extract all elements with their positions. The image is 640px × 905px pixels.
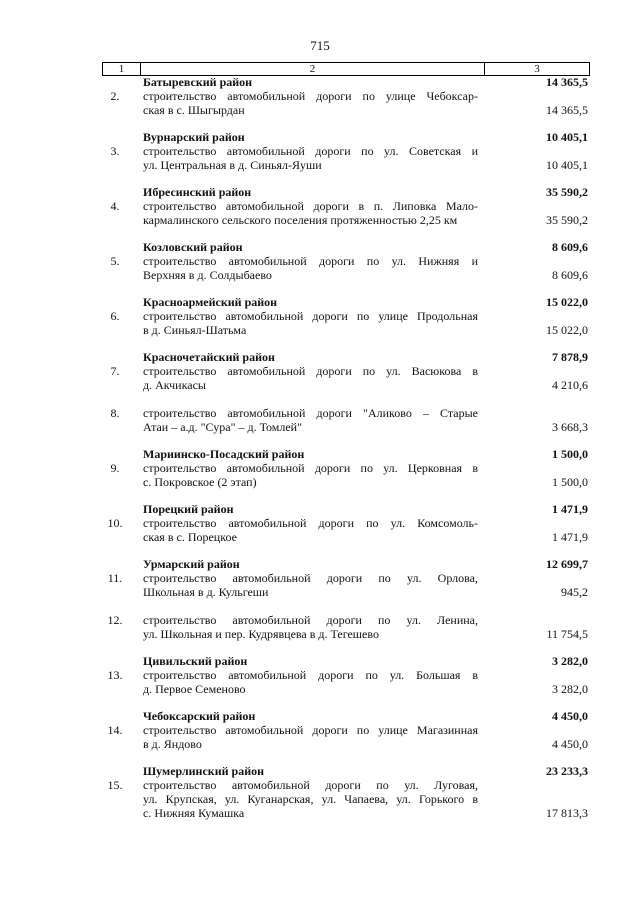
district-entry: [0, 130, 640, 172]
item-line: [0, 571, 640, 585]
item-amount: 3 282,0: [552, 682, 588, 696]
district-total: 23 233,3: [546, 764, 588, 778]
item-amount: 14 365,5: [546, 103, 588, 117]
item-amount: 8 609,6: [552, 268, 588, 282]
item-number: 14.: [107, 723, 123, 737]
item-line: [0, 89, 640, 103]
item-amount: 15 022,0: [546, 323, 588, 337]
item-number: 8.: [110, 406, 120, 420]
district-list: [0, 75, 640, 833]
item-line: [0, 378, 640, 392]
item-number: 3.: [110, 144, 120, 158]
item-description-line: Атаи – а.д. "Сура" – д. Томлей": [143, 420, 302, 434]
district-total: 3 282,0: [552, 654, 588, 668]
column-header-1: 1: [103, 63, 141, 76]
item-description-line: строительство автомобильной дороги по ул. Орлова,: [143, 571, 478, 585]
district-name: Чебоксарский район: [143, 709, 256, 723]
district-name: Ибресинский район: [143, 185, 252, 199]
district-entry: [0, 654, 640, 696]
item-number: 13.: [107, 668, 123, 682]
district-total: 1 500,0: [552, 447, 588, 461]
district-entry: [0, 764, 640, 820]
item-number: 4.: [110, 199, 120, 213]
item-line: [0, 737, 640, 751]
item-line: [0, 627, 640, 641]
page-number: 715: [310, 38, 330, 53]
item-number: 15.: [107, 778, 123, 792]
district-name: Красночетайский район: [143, 350, 275, 364]
district-name: Цивильский район: [143, 654, 248, 668]
item-description-line: строительство автомобильной дороги по ул. Васюкова в: [143, 364, 478, 378]
item-amount: 11 754,5: [546, 627, 588, 641]
district-total: 35 590,2: [546, 185, 588, 199]
district-name: Шумерлинский район: [143, 764, 265, 778]
item-description-line: ул. Крупская, ул. Куганарская, ул. Чапаева, ул. Горького в: [143, 792, 478, 806]
item-number: 2.: [110, 89, 120, 103]
item-description-line: в д. Синьял-Шатьма: [143, 323, 247, 337]
item-line: [0, 668, 640, 682]
district-entry: [0, 447, 640, 489]
district-header-row: [0, 350, 640, 364]
item-line: [0, 585, 640, 599]
item-description-line: ул. Центральная в д. Синьял-Яуши: [143, 158, 322, 172]
district-total: 1 471,9: [552, 502, 588, 516]
district-entry: [0, 185, 640, 227]
item-line: [0, 213, 640, 227]
district-header-row: [0, 557, 640, 571]
item-line: [0, 254, 640, 268]
item-description-line: д. Первое Семеново: [143, 682, 246, 696]
item-description-line: ская в с. Шыгырдан: [143, 103, 245, 117]
item-description-line: строительство автомобильной дороги "Аликово – Старые: [143, 406, 478, 420]
item-line: [0, 364, 640, 378]
item-line: [0, 723, 640, 737]
district-total: 4 450,0: [552, 709, 588, 723]
item-description-line: строительство автомобильной дороги по ул. Церковная в: [143, 461, 478, 475]
district-total: 15 022,0: [546, 295, 588, 309]
district-entry: [0, 557, 640, 641]
item-line: [0, 682, 640, 696]
column-header-table: [102, 62, 590, 76]
district-entry: [0, 240, 640, 282]
item-description-line: кармалинского сельского поселения протяженностью 2,25 км: [143, 213, 458, 227]
item-number: 11.: [107, 571, 123, 585]
item-line: [0, 516, 640, 530]
district-total: 8 609,6: [552, 240, 588, 254]
item-line: [0, 420, 640, 434]
district-total: 7 878,9: [552, 350, 588, 364]
item-line: [0, 613, 640, 627]
item-description-line: строительство автомобильной дороги по ул. Советская и: [143, 144, 478, 158]
item-line: [0, 199, 640, 213]
item-description-line: с. Покровское (2 этап): [143, 475, 257, 489]
district-name: Батыревский район: [143, 75, 253, 89]
item-line: [0, 268, 640, 282]
item-number: 12.: [107, 613, 123, 627]
item-number: 5.: [110, 254, 120, 268]
district-total: 10 405,1: [546, 130, 588, 144]
district-header-row: [0, 502, 640, 516]
item-line: [0, 144, 640, 158]
item-description-line: строительство автомобильной дороги по улице Магазинная: [143, 723, 478, 737]
district-header-row: [0, 240, 640, 254]
item-line: [0, 406, 640, 420]
item-line: [0, 309, 640, 323]
district-total: 12 699,7: [546, 557, 588, 571]
item-line: [0, 103, 640, 117]
item-description-line: строительство автомобильной дороги по ул. Комсомоль-: [143, 516, 478, 530]
item-spacer: [0, 599, 640, 613]
item-description-line: Школьная в д. Кульгеши: [143, 585, 269, 599]
district-header-row: [0, 130, 640, 144]
item-description-line: ул. Школьная и пер. Кудрявцева в д. Тегешево: [143, 627, 379, 641]
item-description-line: в д. Яндово: [143, 737, 202, 751]
item-spacer: [0, 392, 640, 406]
item-description-line: Верхняя в д. Солдыбаево: [143, 268, 272, 282]
item-amount: 1 500,0: [552, 475, 588, 489]
district-header-row: [0, 295, 640, 309]
district-header-row: [0, 764, 640, 778]
item-line: [0, 158, 640, 172]
item-description-line: строительство автомобильной дороги по ул. Луговая,: [143, 778, 478, 792]
item-number: 9.: [110, 461, 120, 475]
item-amount: 17 813,3: [546, 806, 588, 820]
district-name: Красноармейский район: [143, 295, 278, 309]
item-description-line: строительство автомобильной дороги по ул. Ленина,: [143, 613, 478, 627]
column-header-3: 3: [485, 63, 590, 76]
district-entry: [0, 502, 640, 544]
district-header-row: [0, 654, 640, 668]
district-header-row: [0, 447, 640, 461]
district-name: Порецкий район: [143, 502, 234, 516]
item-amount: 945,2: [561, 585, 588, 599]
item-line: [0, 461, 640, 475]
district-entry: [0, 350, 640, 434]
item-line: [0, 792, 640, 806]
item-description-line: строительство автомобильной дороги по ул. Нижняя и: [143, 254, 478, 268]
item-amount: 10 405,1: [546, 158, 588, 172]
item-number: 10.: [107, 516, 123, 530]
item-number: 6.: [110, 309, 120, 323]
district-total: 14 365,5: [546, 75, 588, 89]
item-line: [0, 778, 640, 792]
district-name: Мариинско-Посадский район: [143, 447, 305, 461]
district-entry: [0, 295, 640, 337]
district-header-row: [0, 185, 640, 199]
item-number: 7.: [110, 364, 120, 378]
item-amount: 1 471,9: [552, 530, 588, 544]
item-description-line: строительство автомобильной дороги по улице Продольная: [143, 309, 478, 323]
item-amount: 4 210,6: [552, 378, 588, 392]
item-line: [0, 475, 640, 489]
district-name: Урмарский район: [143, 557, 240, 571]
item-description-line: ская в с. Порецкое: [143, 530, 237, 544]
item-line: [0, 323, 640, 337]
district-header-row: [0, 75, 640, 89]
item-line: [0, 530, 640, 544]
district-entry: [0, 75, 640, 117]
item-description-line: строительство автомобильной дороги по ул. Большая в: [143, 668, 478, 682]
item-description-line: строительство автомобильной дороги в п. Липовка Мало-: [143, 199, 478, 213]
item-line: [0, 806, 640, 820]
district-name: Вурнарский район: [143, 130, 245, 144]
district-header-row: [0, 709, 640, 723]
item-amount: 4 450,0: [552, 737, 588, 751]
item-amount: 35 590,2: [546, 213, 588, 227]
item-description-line: д. Акчикасы: [143, 378, 206, 392]
item-description-line: строительство автомобильной дороги по улице Чебоксар-: [143, 89, 478, 103]
item-description-line: с. Нижняя Кумашка: [143, 806, 245, 820]
item-amount: 3 668,3: [552, 420, 588, 434]
district-name: Козловский район: [143, 240, 243, 254]
district-entry: [0, 709, 640, 751]
column-header-2: 2: [141, 63, 485, 76]
